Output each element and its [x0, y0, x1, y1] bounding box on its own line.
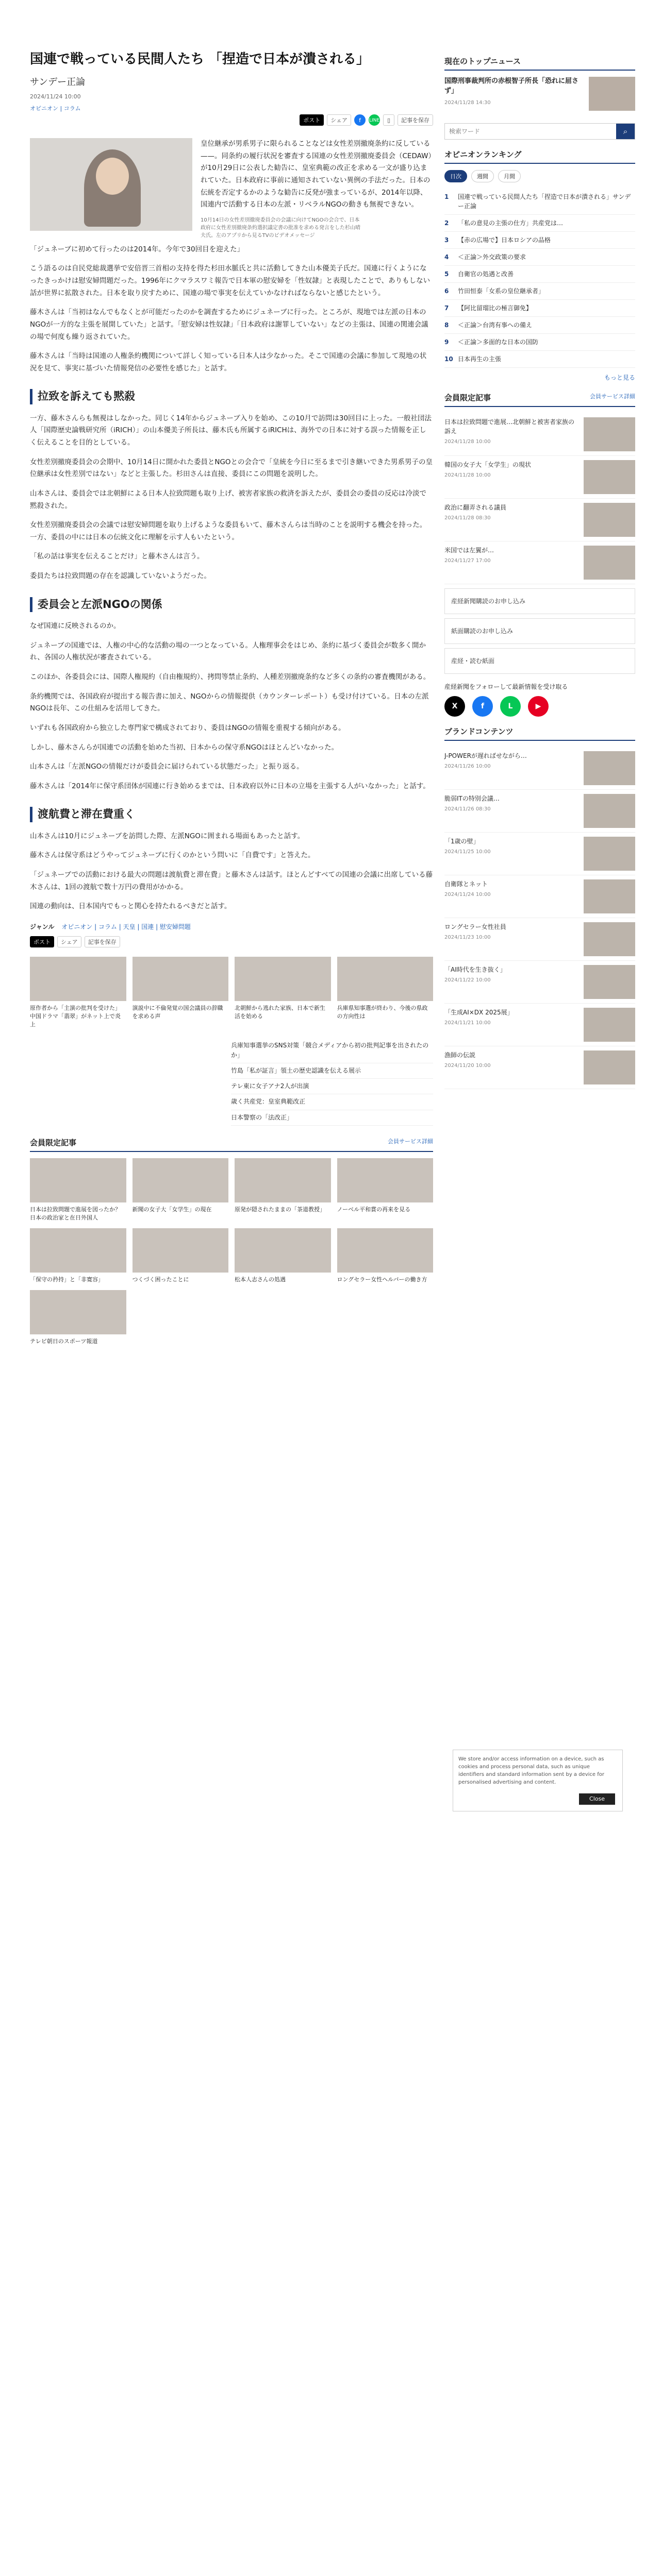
social-icons	[444, 696, 635, 717]
side-member-item[interactable]: 政治に翻弄される議員 2024/11/28 08:30	[444, 499, 635, 541]
bookmark-icon[interactable]: ▯	[383, 114, 394, 126]
related-item[interactable]: 北朝鮮から逃れた家族、日本で新生活を始める	[235, 957, 331, 1029]
subscribe-banner[interactable]: 産経新聞購読のお申し込み	[444, 588, 635, 614]
related-item[interactable]: 兵庫県知事選が終わり、今後の県政の方向性は	[337, 957, 434, 1029]
paragraph: 藤木さんは保守系はどうやってジュネーブに行くのかという問いに「自費です」と答えた。	[30, 851, 315, 860]
tab-daily[interactable]: 日次	[444, 170, 467, 182]
paragraph: こう語るのは自民党総裁選挙で安倍晋三首相の支持を得た杉田水脈氏と共に活動してきた山本優美子氏だ。国連に行くようになったきっかけは慰安婦問題だった。1996年にクマラスワミ報告で日本軍の慰安婦を「性奴隷」と表現したことで、ありもしない話が世界に拡散された。日本を取り戻すために、国連の場で事実を伝えていかなければならないと感じたという。	[30, 264, 431, 297]
paper-subscribe-banner[interactable]: 紙面購読のお申し込み	[444, 618, 635, 644]
genre-tags: ジャンル オピニオン | コラム | 天皇 | 国連 | 慰安婦問題	[30, 923, 191, 930]
youtube-icon[interactable]: ▶	[528, 696, 549, 717]
section-heading: 委員会と左派NGOの関係	[30, 597, 433, 612]
member-item[interactable]: テレビ朝日のスポーツ報道	[30, 1290, 126, 1346]
paragraph: 藤木さんは「当時は国連の人権条約機関について詳しく知っている日本人は少なかった。そこで国連の会議に参加して現地の状況を見て、事実に基づいた情報発信の必要性を感じた」と話す。	[30, 352, 427, 372]
consent-popup	[453, 1750, 623, 1811]
related-item[interactable]: 演説中に不倫発覚の国会議員の辞職を求める声	[133, 957, 229, 1029]
share-button[interactable]: シェア	[327, 114, 351, 126]
related-item[interactable]: 原作者から「主演の批判を受けた」中国ドラマ「翡翠」がネット上で炎上	[30, 957, 126, 1029]
ranking-item[interactable]: 9 ＜正論＞多面的な日本の国防	[444, 334, 635, 351]
ranking-list	[444, 189, 635, 368]
line-icon[interactable]: LINE	[369, 114, 380, 126]
ranking-tabs	[444, 170, 635, 182]
top-news-title: 現在のトップニュース	[444, 56, 635, 71]
side-member-item[interactable]: 自衛隊とネット 2024/11/24 10:00	[444, 875, 635, 918]
member-item[interactable]: 松本人志さんの処遇	[235, 1228, 331, 1284]
article-author[interactable]: サンデー正論	[30, 77, 86, 88]
tag-link[interactable]: 慰安婦問題	[159, 923, 191, 930]
tab-weekly[interactable]: 週間	[471, 170, 494, 182]
image-caption: 10月14日の女性差別撤廃委員会の会議に向けてNGOの会合で、日本政府に女性差別撤廃条約選択議定書の批准を求める発言をした杉山晴夫氏。左のアプリから見るTVのビデオメッセージ	[201, 217, 360, 239]
side-member-item[interactable]: J-POWERが遅ればせながら… 2024/11/26 10:00	[444, 747, 635, 790]
member-item[interactable]: ノーベル平和賞の再来を見る	[337, 1158, 434, 1222]
follow-text: 産経新聞をフォローして最新情報を受け取る	[444, 683, 568, 690]
paragraph: 条約機関では、各国政府が提出する報告書に加え、NGOからの情報提供（カウンターレポート）も受け付けている。日本の左派NGOは長年、この仕組みを活用してきた。	[30, 692, 429, 713]
bottom-share-bar	[30, 936, 433, 947]
sidebar	[444, 56, 635, 1089]
facebook-icon[interactable]: f	[472, 696, 493, 717]
side-member-more-link[interactable]: 会員サービス詳細	[590, 393, 635, 400]
paragraph: このほか、各委員会には、国際人権規約（自由権規約）、拷問等禁止条約、人種差別撤廃条約など多くの条約の審査機関がある。	[30, 673, 431, 681]
section-heading: 拉致を訴えても黙殺	[30, 389, 433, 404]
search-icon[interactable]: ⌕	[616, 124, 635, 139]
consent-close-button[interactable]: Close	[579, 1793, 615, 1805]
related-articles	[30, 957, 433, 1029]
tag-link[interactable]: コラム	[98, 923, 117, 930]
paragraph: 委員たちは拉致問題の存在を認識していないようだった。	[30, 572, 211, 581]
member-more-link[interactable]: 会員サービス詳細	[388, 1138, 433, 1145]
member-item[interactable]: 新聞の女子大「女学生」の現在	[133, 1158, 229, 1222]
paragraph: 「ジュネーブでの活動における最大の問題は渡航費と滞在費」と藤木さんは話す。ほとんどすべての国連の会議に出席している藤木さんは、1回の渡航で数十万円の費用がかかる。	[30, 871, 433, 891]
pr-item[interactable]: 竹島「私が証言」領土の歴史認識を伝える展示	[231, 1063, 433, 1079]
tag-link[interactable]: 天皇	[123, 923, 136, 930]
side-member-list-2	[444, 747, 635, 1089]
top-news-thumbnail	[589, 77, 635, 111]
side-member-item[interactable]: 日本は拉致問題で進展…北朝鮮と被害者家族の訴え 2024/11/28 10:00	[444, 413, 635, 456]
x-post-button[interactable]: ポスト	[300, 114, 324, 126]
paragraph: 「私の話は事実を伝えることだけ」と藤木さんは言う。	[30, 552, 204, 561]
paragraph: 「ジュネーブに初めて行ったのは2014年。今年で30回目を迎えた」	[30, 245, 244, 253]
side-member-item[interactable]: 「AI時代を生き抜く」 2024/11/22 10:00	[444, 961, 635, 1004]
save-article-button[interactable]: 記事を保存	[85, 936, 120, 947]
paragraph: 山本さんは「左派NGOの情報だけが委員会に届けられている状態だった」と振り返る。	[30, 762, 304, 771]
share-button[interactable]: シェア	[57, 936, 81, 947]
side-member-title: 会員限定記事 会員サービス詳細	[444, 392, 635, 407]
paragraph: 女性差別撤廃委員会の会期中、10月14日に開かれた委員とNGOとの会合で「皇統を今日に至るまで引き継いできた男系男子の皇位継承は女性差別ではない」などと主張した。杉田さんは直接、委員にこの問題を説明した。	[30, 457, 433, 479]
ranking-item[interactable]: 4 ＜正論＞外交政策の要求	[444, 249, 635, 266]
x-post-button[interactable]: ポスト	[30, 936, 54, 947]
ranking-title: オピニオンランキング	[444, 149, 635, 164]
genre-label: ジャンル	[30, 923, 55, 930]
pr-list	[231, 1038, 433, 1126]
pr-item[interactable]: 日本警察の「法改正」	[231, 1110, 433, 1126]
member-item[interactable]: つくづく困ったことに	[133, 1228, 229, 1284]
paragraph: 藤木さんは「2014年に保守系団体が国連に行き始めるまでは、日本政府以外に日本の立場を主張する人がいなかった」と話す。	[30, 782, 430, 790]
side-member-item[interactable]: 脆弱ITの特別会議… 2024/11/26 08:30	[444, 790, 635, 833]
lead-image	[30, 138, 192, 231]
article-title: 国連で戦っている民間人たち 「捏造で日本が潰される」	[30, 52, 370, 67]
side-member-item[interactable]: ロングセラー女性社員 2024/11/23 10:00	[444, 918, 635, 961]
section-heading: 渡航費と滞在費重く	[30, 807, 433, 822]
member-item[interactable]: 「保守の矜持」と「非寛容」	[30, 1228, 126, 1284]
side-member-item[interactable]: 「生成AI×DX 2025展」 2024/11/21 10:00	[444, 1004, 635, 1046]
pr-item[interactable]: テレ東に女子アナ2人が出演	[231, 1079, 433, 1094]
ranking-item[interactable]: 8 ＜正論＞台湾有事への備え	[444, 317, 635, 334]
paragraph: しかし、藤木さんらが国連での活動を始めた当初、日本からの保守系NGOはほとんどいなかった。	[30, 743, 339, 752]
ranking-item[interactable]: 1 国連で戦っている民間人たち「捏造で日本が潰される」サンデー正論	[444, 189, 635, 215]
paragraph: いずれも各国政府から独立した専門家で構成されており、委員はNGOの情報を重視する傾向がある。	[30, 723, 345, 732]
side-member-item[interactable]: 「1歳の壁」 2024/11/25 10:00	[444, 833, 635, 875]
article-category[interactable]: オピニオン | コラム	[30, 105, 81, 112]
paragraph: 藤木さんは「当初はなんでもなくとが可能だったのかを調査するためにジュネーブに行った。ところが、現地では左派の日本のNGOが一方的な主張を展開していた」と話す。「慰安婦は性奴隷」「日本政府は謝罪していない」などの主張は、国連の関連会議の場で何度も繰り返されていた。	[30, 308, 428, 341]
pr-item[interactable]: 兵庫知事選挙のSNS対策「競合メディアから初の批判記事を出されたのか」	[231, 1038, 433, 1063]
facebook-icon[interactable]: f	[354, 114, 366, 126]
member-section-title: 会員限定記事 会員サービス詳細	[30, 1137, 433, 1152]
search-box	[444, 123, 635, 140]
paragraph: 山本さんは10月にジュネーブを訪問した際、左派NGOに囲まれる場面もあったと話す。	[30, 832, 305, 840]
member-item[interactable]: 日本は拉致問題で進展を図ったか？日本の政治家と在日外国人	[30, 1158, 126, 1222]
search-input[interactable]	[445, 124, 616, 139]
side-member-list	[444, 413, 635, 584]
paragraph: 女性差別撤廃委員会の会議では慰安婦問題を取り上げるような委員もいて、藤木さんらは当時のことを説明する機会を持った。一方、委員の中には日本の伝統文化に理解を示す人もいたという。	[30, 521, 427, 541]
top-news-item[interactable]: 国際刑事裁判所の赤根智子所長「恐れに屈さず」 2024/11/28 14:30	[444, 77, 635, 111]
side-member-item[interactable]: 韓国の女子大「女学生」の現状 2024/11/28 10:00	[444, 456, 635, 499]
side-member-item[interactable]: 漁師の伝説 2024/11/20 10:00	[444, 1046, 635, 1089]
ranking-item[interactable]: 7 【阿比留瑠比の極言御免】	[444, 300, 635, 317]
ranking-item[interactable]: 6 竹田恒泰「女系の皇位継承者」	[444, 283, 635, 300]
pr-item[interactable]: 歳く共産党：皇室典範改正	[231, 1094, 433, 1110]
brand-content-title: ブランドコンテンツ	[444, 726, 635, 741]
member-item[interactable]: 原発が隠されたままの「茶道教授」	[235, 1158, 331, 1222]
digital-paper-banner[interactable]: 産経・読む紙面	[444, 648, 635, 674]
paragraph: 国連の動向は、日本国内でもっと関心を持たれるべきだと話す。	[30, 902, 231, 911]
member-grid	[30, 1158, 433, 1346]
tag-link[interactable]: 国連	[141, 923, 154, 930]
article-main	[30, 50, 433, 1355]
ranking-item[interactable]: 2 「私の意見の主張の仕方」共産党は…	[444, 215, 635, 232]
article-date: 2024/11/24 10:00	[30, 93, 81, 100]
save-article-button[interactable]: 記事を保存	[398, 114, 433, 126]
side-member-item[interactable]: 米国では左翼が… 2024/11/27 17:00	[444, 541, 635, 584]
intro-paragraph: 皇位継承が男系男子に限られることなどは女性差別撤廃条約に反している——。同条約の履行状況を審査する国連の女性差別撤廃委員会（CEDAW）が10月29日に公表した勧告に、皇室典範の改正を求める一文が盛り込まれていた。日本政府に事前に通知されていない異例の手法だった。日本の伝統を否定するかのような勧告に反発が強まっているが、2014年以降、国連内で活動する日本の左派・リベラルNGOの動きも無視できない。	[201, 140, 432, 209]
ranking-item[interactable]: 5 自衛官の処遇と改善	[444, 266, 635, 283]
tab-monthly[interactable]: 月間	[498, 170, 521, 182]
paragraph: なぜ国連に反映されるのか。	[30, 622, 121, 631]
x-icon[interactable]: X	[444, 696, 465, 717]
consent-text: We store and/or access information on a device, such as cookies and process personal data, such as unique identifiers and standard information sent by a device for personalised advertising and content.	[458, 1756, 605, 1785]
paragraph: 山本さんは、委員会では北朝鮮による日本人拉致問題も取り上げ、被害者家族の救済を訴えたが、委員会の委員の反応は冷淡で黙殺された。	[30, 489, 426, 510]
paragraph: 一方、藤木さんらも無視はしなかった。同じく14年からジュネーブ入りを始め、この10月で訪問は30回目に上った。一般社団法人「国際歴史論戦研究所（iRICH）」の山本優美子所長は、藤木氏も所属するiRICHは、海外での日本に対する誤った情報を正しく伝えることを目的としている。	[30, 414, 432, 447]
member-item[interactable]: ロングセラー女性ヘルパーの働き方	[337, 1228, 434, 1284]
ranking-item[interactable]: 10 日本再生の主張	[444, 351, 635, 368]
paragraph: ジュネーブの国連では、人権の中心的な活動の場の一つとなっている。人権理事会をはじめ、条約に基づく委員会が数多く開かれ、各国の人権状況が審査されている。	[30, 641, 426, 662]
ranking-item[interactable]: 3 【赤の広場で】日本ロシアの品格	[444, 232, 635, 249]
line-icon[interactable]: L	[500, 696, 521, 717]
ranking-more-link[interactable]: もっと見る	[604, 374, 635, 381]
tag-link[interactable]: オピニオン	[61, 923, 93, 930]
share-bar	[300, 114, 433, 126]
